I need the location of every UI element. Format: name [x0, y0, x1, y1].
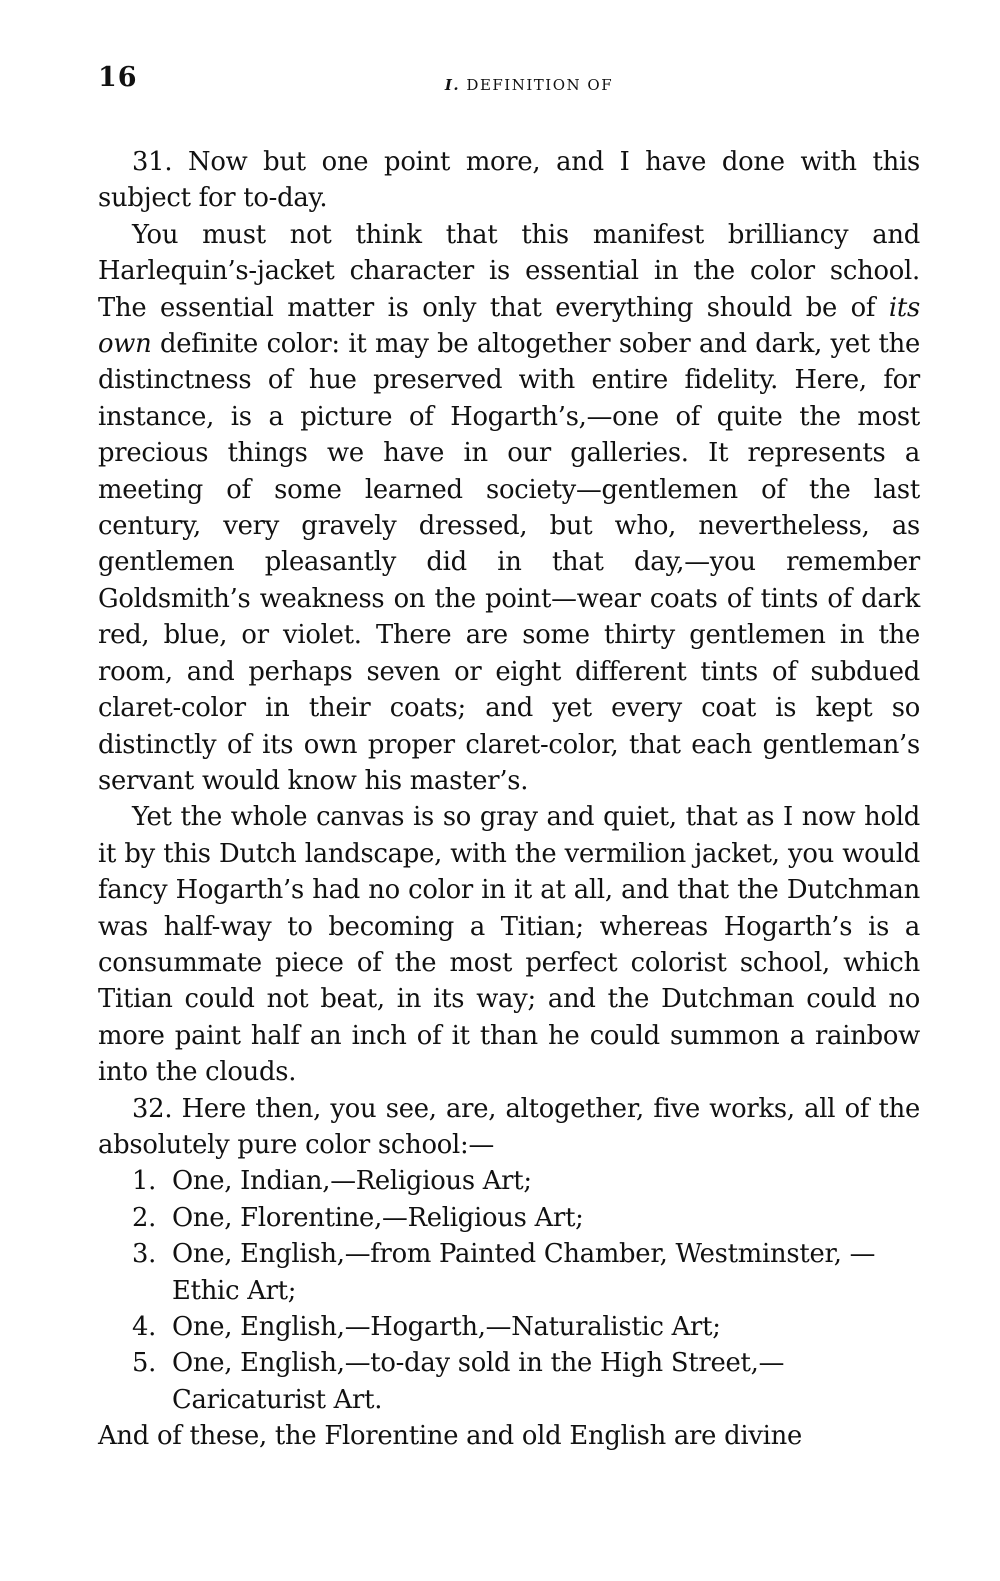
- paragraph-harlequin-text-b: definite color: it may be altogether sober and dark, yet the distinctness of hue preserved with entire fidelity. Here, for instance, is a picture of Hogarth’s,—one of quite the most precious things we have in our galleries. It represents a meeting of some learned society—gentlemen of the last century, very gravely dressed, but who, nevertheless, as gentlemen pleasantly did in that day,—you remember Goldsmith’s weakness on the point—wear coats of tints of dark red, blue, or violet. There are some thirty gentlemen in the room, and perhaps seven or eight different tints of subdued claret-color in their coats; and yet every coat is kept so distinctly of its own proper claret-color, that each gentleman’s servant would know his master’s.: [98, 329, 920, 796]
- list-item-text: One, English,—Hogarth,—Naturalistic Art;: [172, 1312, 721, 1342]
- paragraph-32: 32. Here then, you see, are, altogether, five works, all of the absolutely pure color school:—: [98, 1093, 920, 1160]
- list-item-text: One, Indian,—Religious Art;: [172, 1166, 532, 1197]
- emphasis-its-own: its own: [98, 292, 920, 360]
- list-item: [98, 1309, 920, 1345]
- paragraph-harlequin: [98, 217, 920, 800]
- paragraph-canvas: Yet the whole canvas is so gray and quiet, that as I now hold it by this Dutch landscape, with the vermilion jacket, you would fancy Hogarth’s had no color in it at all, and that the Dutchman was half-way to becoming a Titian; whereas Hogarth’s is a consummate piece of the most perfect colorist school, which Titian could not beat, in its way; and the Dutchman could no more paint half an inch of it than he could summon a rainbow into the clouds.: [98, 802, 920, 1088]
- list-item-text: One, Florentine,—Religious Art;: [172, 1202, 584, 1233]
- list-item: [98, 1345, 920, 1418]
- list-item: [98, 1163, 920, 1199]
- list-item-number: 4.: [132, 1312, 157, 1342]
- list-item: [98, 1236, 920, 1309]
- works-list: [98, 1163, 920, 1418]
- list-item-text: One, English,—to-day sold in the High Street,—Caricaturist Art.: [172, 1348, 785, 1415]
- paragraph-closing: And of these, the Florentine and old English are divine: [98, 1421, 803, 1452]
- page-body: [98, 144, 920, 1455]
- paragraph-31: 31. Now but one point more, and I have done with this subject for to-day.: [98, 147, 920, 214]
- list-item-number: 5.: [132, 1348, 157, 1379]
- list-item-text: One, English,—from Painted Chamber, Westminster, —Ethic Art;: [172, 1239, 876, 1306]
- running-head: [98, 76, 920, 94]
- page-header: [98, 62, 920, 108]
- book-page: [98, 62, 920, 1455]
- list-item-number: 2.: [132, 1202, 157, 1233]
- running-head-title: DEFINITION OF: [466, 76, 614, 94]
- paragraph-harlequin-text-a: You must not think that this manifest brilliancy and Harlequin’s-jacket character is essential in the color school. The essential matter is only that everything should be of: [98, 219, 920, 323]
- list-item-number: 3.: [132, 1239, 157, 1270]
- page-number: 16: [98, 62, 138, 93]
- list-item: [98, 1200, 920, 1236]
- running-head-roman: I.: [444, 76, 461, 94]
- list-item-number: 1.: [132, 1166, 157, 1197]
